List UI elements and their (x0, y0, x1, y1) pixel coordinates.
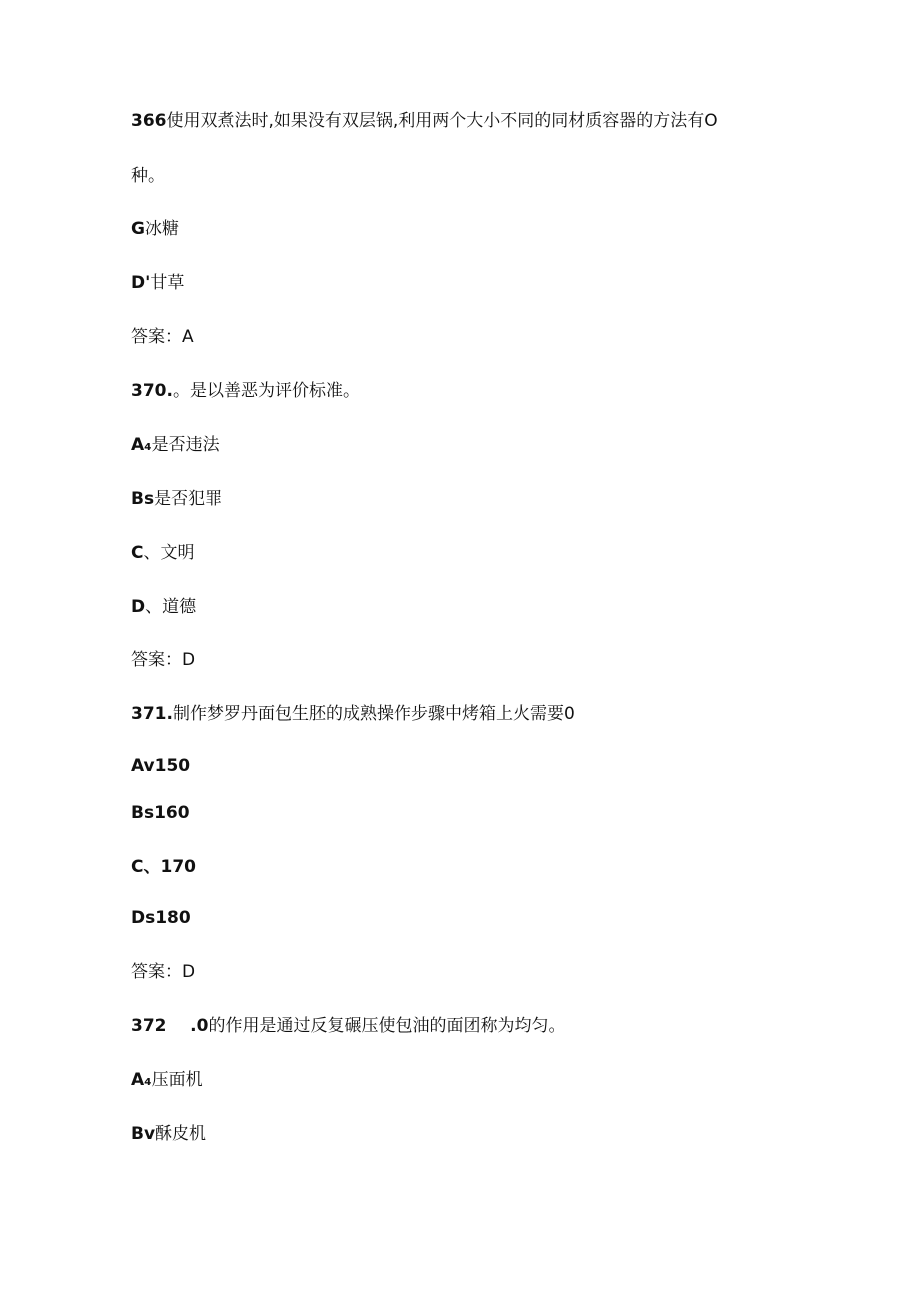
question-text: 的作用是通过反复碾压使包油的面团称为均匀。 (208, 1016, 566, 1036)
question-number: 370. (131, 381, 173, 401)
option-line (131, 218, 179, 240)
answer-line (131, 326, 194, 348)
answer-line (131, 649, 195, 671)
question-372-stem (131, 1015, 565, 1037)
option-line (131, 272, 184, 294)
option-label: Ds180 (131, 908, 191, 928)
question-370-stem (131, 380, 360, 402)
question-number: 366 (131, 111, 167, 131)
option-text: 冰糖 (144, 219, 179, 239)
option-text: 是否违法 (151, 435, 220, 455)
option-text: 是否犯罪 (154, 489, 223, 509)
option-text: 、道德 (145, 597, 197, 617)
option-label: C (131, 857, 144, 877)
option-label: Bs160 (131, 803, 190, 823)
option-line (131, 434, 220, 456)
question-371-stem (131, 703, 575, 725)
option-label: Av150 (131, 756, 191, 776)
answer-line (131, 961, 195, 983)
option-label: A₄ (131, 435, 152, 455)
question-366-stem-continuation (131, 165, 165, 187)
question-text: 使用双煮法时,如果没有双层锅,利用两个大小不同的同材质容器的方法有O (166, 111, 718, 131)
option-label: C (131, 543, 144, 563)
option-line (131, 488, 222, 510)
option-line (131, 755, 190, 777)
option-text: 甘草 (150, 273, 185, 293)
option-line (131, 1069, 203, 1091)
option-text: 、文明 (143, 543, 195, 563)
option-text: 、170 (143, 857, 196, 877)
option-label: A₄ (131, 1070, 152, 1090)
question-366-stem (131, 110, 718, 132)
option-line (131, 1123, 206, 1145)
option-line (131, 542, 194, 564)
answer-text: 答案：D (131, 650, 196, 670)
option-label: D' (131, 273, 151, 293)
question-text: 。是以善恶为评价标准。 (172, 381, 360, 401)
question-number: 371. (131, 704, 173, 724)
option-label: D (131, 597, 146, 617)
option-label: Bv (131, 1124, 156, 1144)
option-line (131, 907, 191, 929)
answer-text: 答案：A (131, 327, 194, 347)
answer-text: 答案：D (131, 962, 196, 982)
option-label: G (131, 219, 145, 239)
question-number: 372 .0 (131, 1016, 209, 1036)
option-line (131, 856, 196, 878)
option-line (131, 596, 196, 618)
option-label: Bs (131, 489, 155, 509)
option-line (131, 802, 190, 824)
option-text: 压面机 (151, 1070, 203, 1090)
question-text: 种。 (131, 166, 165, 186)
option-text: 酥皮机 (155, 1124, 207, 1144)
question-text: 制作梦罗丹面包生胚的成熟操作步骤中烤箱上火需要0 (172, 704, 575, 724)
